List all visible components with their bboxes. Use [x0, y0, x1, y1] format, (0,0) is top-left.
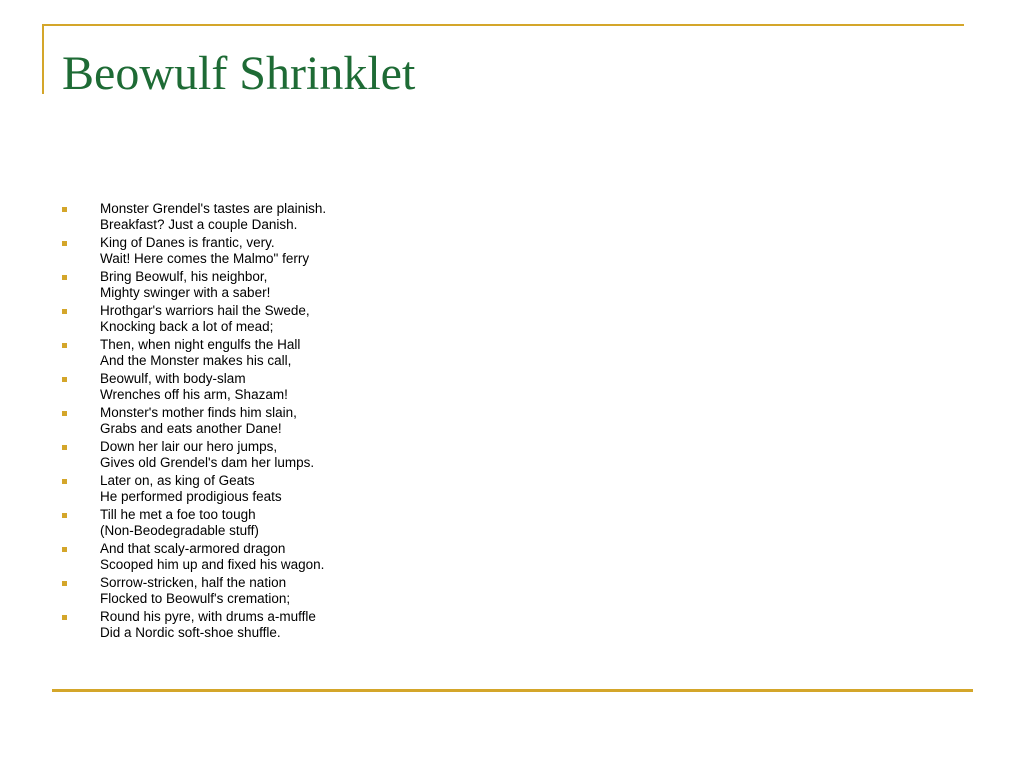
stanza-item: [62, 609, 326, 641]
stanza-item: [62, 439, 326, 471]
stanza-line: Grabs and eats another Dane!: [100, 421, 282, 436]
left-border-line: [42, 24, 44, 94]
stanza-line: Down her lair our hero jumps,: [100, 439, 278, 454]
stanza-line: Scooped him up and fixed his wagon.: [100, 557, 325, 572]
stanza-item: [62, 507, 326, 539]
square-bullet-icon: [62, 343, 67, 348]
stanza-item: [62, 405, 326, 437]
square-bullet-icon: [62, 241, 67, 246]
stanza-line: Breakfast? Just a couple Danish.: [100, 217, 298, 232]
square-bullet-icon: [62, 513, 67, 518]
top-border-line: [42, 24, 964, 26]
stanza-line: Hrothgar's warriors hail the Swede,: [100, 303, 310, 318]
stanza-item: [62, 473, 326, 505]
stanza-line: Mighty swinger with a saber!: [100, 285, 271, 300]
square-bullet-icon: [62, 581, 67, 586]
stanza-line: King of Danes is frantic, very.: [100, 235, 275, 250]
square-bullet-icon: [62, 445, 67, 450]
square-bullet-icon: [62, 479, 67, 484]
stanza-line: Knocking back a lot of mead;: [100, 319, 274, 334]
stanza-item: [62, 575, 326, 607]
square-bullet-icon: [62, 309, 67, 314]
stanza-item: [62, 371, 326, 403]
stanza-line: Wrenches off his arm, Shazam!: [100, 387, 288, 402]
stanza-line: (Non-Beodegradable stuff): [100, 523, 259, 538]
stanza-line: Flocked to Beowulf's cremation;: [100, 591, 291, 606]
stanza-line: Monster Grendel's tastes are plainish.: [100, 201, 327, 216]
stanza-line: And that scaly-armored dragon: [100, 541, 286, 556]
square-bullet-icon: [62, 615, 67, 620]
stanza-item: [62, 337, 326, 369]
square-bullet-icon: [62, 207, 67, 212]
stanza-line: Beowulf, with body-slam: [100, 371, 246, 386]
stanza-line: Did a Nordic soft-shoe shuffle.: [100, 625, 281, 640]
stanza-line: Sorrow-stricken, half the nation: [100, 575, 287, 590]
stanza-line: Bring Beowulf, his neighbor,: [100, 269, 268, 284]
stanza-line: He performed prodigious feats: [100, 489, 282, 504]
stanza-item: [62, 303, 326, 335]
stanza-item: [62, 541, 326, 573]
bottom-border-line: [52, 689, 973, 692]
stanza-item: [62, 235, 326, 267]
stanza-line: Then, when night engulfs the Hall: [100, 337, 301, 352]
stanza-line: Till he met a foe too tough: [100, 507, 256, 522]
stanza-item: [62, 201, 326, 233]
stanza-item: [62, 269, 326, 301]
square-bullet-icon: [62, 411, 67, 416]
slide-title: Beowulf Shrinklet: [62, 47, 416, 100]
stanza-line: And the Monster makes his call,: [100, 353, 292, 368]
stanza-line: Gives old Grendel's dam her lumps.: [100, 455, 315, 470]
stanza-list: [62, 201, 326, 643]
stanza-line: Round his pyre, with drums a-muffle: [100, 609, 316, 624]
stanza-line: Later on, as king of Geats: [100, 473, 255, 488]
square-bullet-icon: [62, 547, 67, 552]
square-bullet-icon: [62, 377, 67, 382]
square-bullet-icon: [62, 275, 67, 280]
stanza-line: Monster's mother finds him slain,: [100, 405, 297, 420]
stanza-line: Wait! Here comes the Malmo" ferry: [100, 251, 310, 266]
